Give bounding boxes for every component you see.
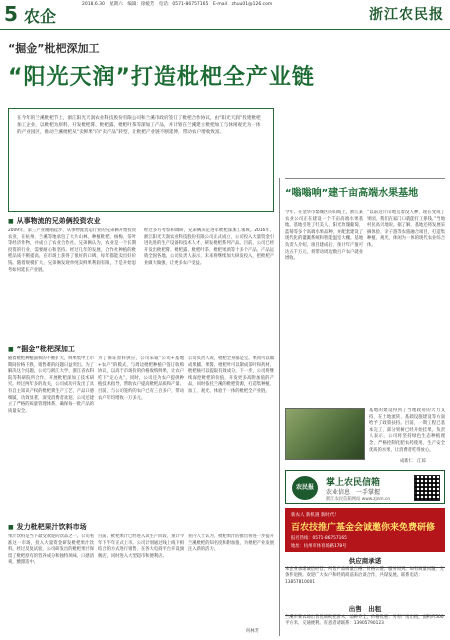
section2-col2: 为了保证原料供应，公司采取“公司+基地+农户”的模式，与周边枇杷种植户签订收购协议，以高于市场价的价格收购鲜果，让农户吃下“定心丸”。同时，公司还为农户提供种植技术指导，帮助农户提高枇杷品质和产量。目前，与公司签约的农户已有三百多户，带动农户年均增收一万多元。	[98, 356, 184, 401]
right-col3: 基地的建设得到了当地政府的大力支持，在土地流转、基础设施建设等方面给予了政策扶持。目前，一期工程已基本完工，部分果树已经开始挂果。负责人表示，公司将坚持绿色生态种植理念，严格控制化肥农药使用，生产安全优质的水果，让消费者吃得放心。	[369, 408, 445, 453]
rent-notice	[285, 604, 445, 636]
header-meta: 2018.6.30 星期六 编辑：徐媛芳 电话：0571-86757165 E-mail：zhuu01@126.com	[82, 2, 273, 7]
advertisement-box[interactable]	[285, 508, 445, 552]
right-headline-area	[285, 184, 445, 206]
section3-col2: 目前，枇杷果汁已经进入试生产阶段，预计今年下半年正式上市。公司计划通过线上线下相结合的方式进行销售，在各大电商平台开设旗舰店，同时进入大型超市和便利店。	[98, 534, 184, 559]
page-number: 5	[4, 2, 18, 26]
ad-phone: 报名热线：0571-86757165	[291, 536, 347, 541]
ad-address: 地址：杭州市体育场路178号	[291, 544, 347, 549]
rent-text: 兰溪市某农场出售优质枇杷苗木，品种齐全，价格优惠；另有厂房出租，面积约500平方米，交通便利。有意者请联系：13905790123	[285, 615, 444, 627]
ad-line1: 新农人 新机遇 新时代！	[291, 513, 339, 518]
newspaper-logo-icon: 农民报	[292, 476, 318, 500]
supply-title: 供应商承诺	[285, 556, 445, 568]
headline-area	[8, 38, 442, 98]
right-col2: “以前这片山地荒着没人种，现在变成了果园，我们在家门口就能打工挣钱。”当地村民高兴地说。据了解，基地还将发展采摘体验、亲子游等农旅融合项目，打造集种植、观光、休闲为一体的现代农业综合体。	[367, 210, 445, 248]
section2-col1: 随着枇杷种植面积的不断扩大，鲜果集中上市期间价格下跌、销售难的问题日益突出。为了解决这个问题，公司与浙江大学、浙江省农科院等科研院所合作，开展枇杷深加工技术研究。经过两年多的攻关，公司成功开发出了具有自主知识产权的枇杷膏生产工艺，产品口感细腻、功效显著，深受消费者欢迎。公司还建立了严格的质量管理体系，确保每一批产品的质量安全。	[8, 356, 94, 414]
right-col1: 今年，在金华市婺城区的山坡上，浙江某农业公司正在建设一个千亩高端水果基地。基地引进了红美人、阳光玫瑰葡萄、蓝莓等多个高端水果品种，并配套建设了现代化的灌溉系统和智能温室大棚。基地负责人介绍，项目建成后，预计年产值可达五千万元，将带动周边数百户农户就业增收。	[285, 210, 363, 262]
rent-title: 出售 出租	[285, 604, 445, 616]
page-header	[0, 0, 450, 30]
supply-notice	[285, 556, 445, 598]
newspaper-brand: 浙江农民报	[369, 7, 444, 23]
sub-headline: “掘金”枇杷深加工	[8, 42, 100, 55]
section3-col1: 果汁饮料是当下最受欢迎的饮品之一。公司看准这一市场，投入大量资金研发枇杷果汁饮料。经过反复试验，公司研发出的枇杷果汁保留了枇杷原有的营养成分和独特风味，口感清爽，酸甜适中。	[8, 534, 94, 566]
section3-col3: 业内人士认为，枇杷果汁的推出将进一步提升兰溪枇杷的知名度和附加值，为枇杷产业发展注入新的活力。	[188, 534, 274, 553]
promo-url: 浙江农民信箱网站 www.zjnm.cn	[326, 497, 391, 502]
qr-code-icon[interactable]	[414, 475, 440, 501]
section1-col2: 经过多方考察和调研，兄弟俩决定进军枇杷深加工领域。2016年，浙江阳光天润农业科技股份有限公司正式成立，公司投入大量资金引进先进的生产设备和技术人才，研发枇杷系列产品。目前，公司已经开发出枇杷膏、枇杷露、枇杷叶茶、枇杷果酒等十多个产品，产品远销全国各地。公司负责人表示，未来将继续加大研发投入，把枇杷产业做大做强，让更多农户受益。	[144, 228, 274, 266]
article-photo	[285, 408, 365, 460]
supply-text: 本企业承诺诚信经营，所售产品质量合格，价格公道，服务周到。如有质量问题，无条件退换。欢迎广大农户和经销商前来洽谈合作，共谋发展。联系电话：13857810001	[285, 567, 444, 585]
intro-text: 在今年的兰溪枇杷节上，浙江阳光天润农业科技股份有限公司和兰溪市政府签订了枇杷合作协议，由“阳光天润”投建枇杷加工企业，以枇杷为原料，开发枇杷膏、枇杷露、枇杷叶茶等深加工产品，并计划在兰溪建立枇杷加工与休闲观光为一体的产业园区，推动兰溪枇杷从“卖鲜果”向“卖产品”转型，让枇杷产业链不断延伸，带动农户增收致富。	[17, 116, 261, 135]
promo-subtitle: 农业信息 一手掌握	[326, 489, 381, 496]
section3-author: 何林芳	[246, 629, 259, 634]
section3-heading: ■ 发力枇杷果汁饮料市场	[8, 522, 87, 532]
ad-headline: 百农技推广基金会诚邀你来免费研修	[291, 523, 436, 533]
intro-box	[8, 108, 274, 212]
section-title: 农企	[24, 7, 57, 26]
column-divider	[279, 178, 280, 636]
right-headline: “ 嗡嗡响”建千亩高端水果基地	[285, 184, 418, 199]
promo-box[interactable]	[285, 470, 445, 504]
section2-heading: ■ “掘金”枇杷深加工	[8, 344, 75, 354]
main-headline: “阳光天润”打造枇杷全产业链	[8, 65, 315, 90]
promo-title: 掌上农民信箱	[326, 478, 381, 488]
section1-col1: 2009年，第三产业刚刚起步，从事物流货运行业的兄弟俩开始投资农业，在杭州、兰溪等地承包了大片山林，种植枇杷、杨梅、茶叶等经济作物，并成立了农业合作社。兄弟俩认为，农业是一个长期投资的行业，需要耐心和坚持。经过几年的发展，合作社种植的枇杷品质不断提高，在市场上获得了很好的口碑，每年都能卖出好价钱。随着规模扩大，兄弟俩发现单纯卖鲜果利润有限，于是开始思考如何延长产业链。	[8, 228, 136, 273]
section2-col3: 公司负责人说，枇杷全身都是宝，果肉可以做成果脯、果酱，枇杷叶可以制成茶叶和药材，枇杷核可以提取有效成分。下一步，公司将继续深挖枇杷的价值，开发更多高附加值的产品，同时依托兰溪的枇杷资源，打造集种植、加工、观光、体验于一体的枇杷全产业链。	[188, 356, 274, 394]
section1-heading: ■ 从事物流的兄弟俩投资农业	[8, 216, 101, 226]
right-top-divider	[285, 178, 445, 179]
right-author: 成新仁 江琼	[400, 459, 426, 464]
